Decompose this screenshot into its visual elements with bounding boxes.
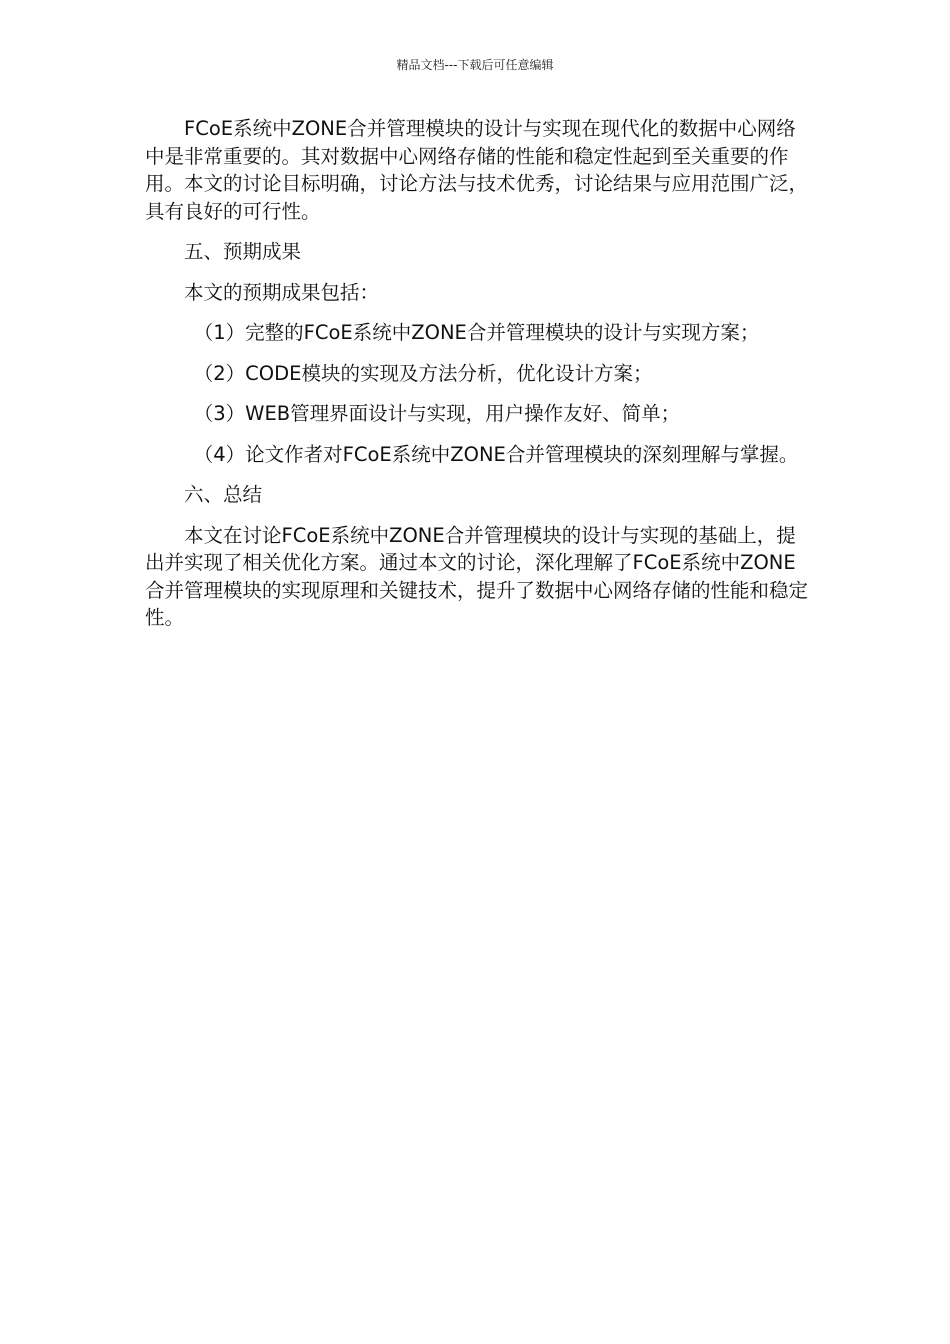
page-header-note: 精品文档---下载后可任意编辑 <box>396 58 554 72</box>
expected-result-item-3: （3）WEB管理界面设计与实现，用户操作友好、简单； <box>193 402 681 425</box>
expected-result-item-1: （1）完整的FCoE系统中ZONE合并管理模块的设计与实现方案； <box>193 321 760 344</box>
expected-results-lead: 本文的预期成果包括： <box>184 280 380 304</box>
section-heading-expected-results: 五、预期成果 <box>184 240 302 263</box>
section-heading-summary: 六、总结 <box>184 483 263 506</box>
expected-result-item-4: （4）论文作者对FCoE系统中ZONE合并管理模块的深刻理解与掌握。 <box>193 442 799 466</box>
expected-result-item-2: （2）CODE模块的实现及方法分析，优化设计方案； <box>193 361 653 385</box>
document-body <box>145 115 810 632</box>
intro-paragraph: FCoE系统中ZONE合并管理模块的设计与实现在现代化的数据中心网络中是非常重要的。其对数据中心网络存储的性能和稳定性起到至关重要的作用。本文的讨论目标明确，讨论方法与技术优秀，讨论结果与应用范围广泛，具有良好的可行性。 <box>145 117 809 223</box>
summary-paragraph: 本文在讨论FCoE系统中ZONE合并管理模块的设计与实现的基础上，提出并实现了相关优化方案。通过本文的讨论，深化理解了FCoE系统中ZONE合并管理模块的实现原理和关键技术，提升了数据中心网络存储的性能和稳定性。 <box>145 523 809 629</box>
